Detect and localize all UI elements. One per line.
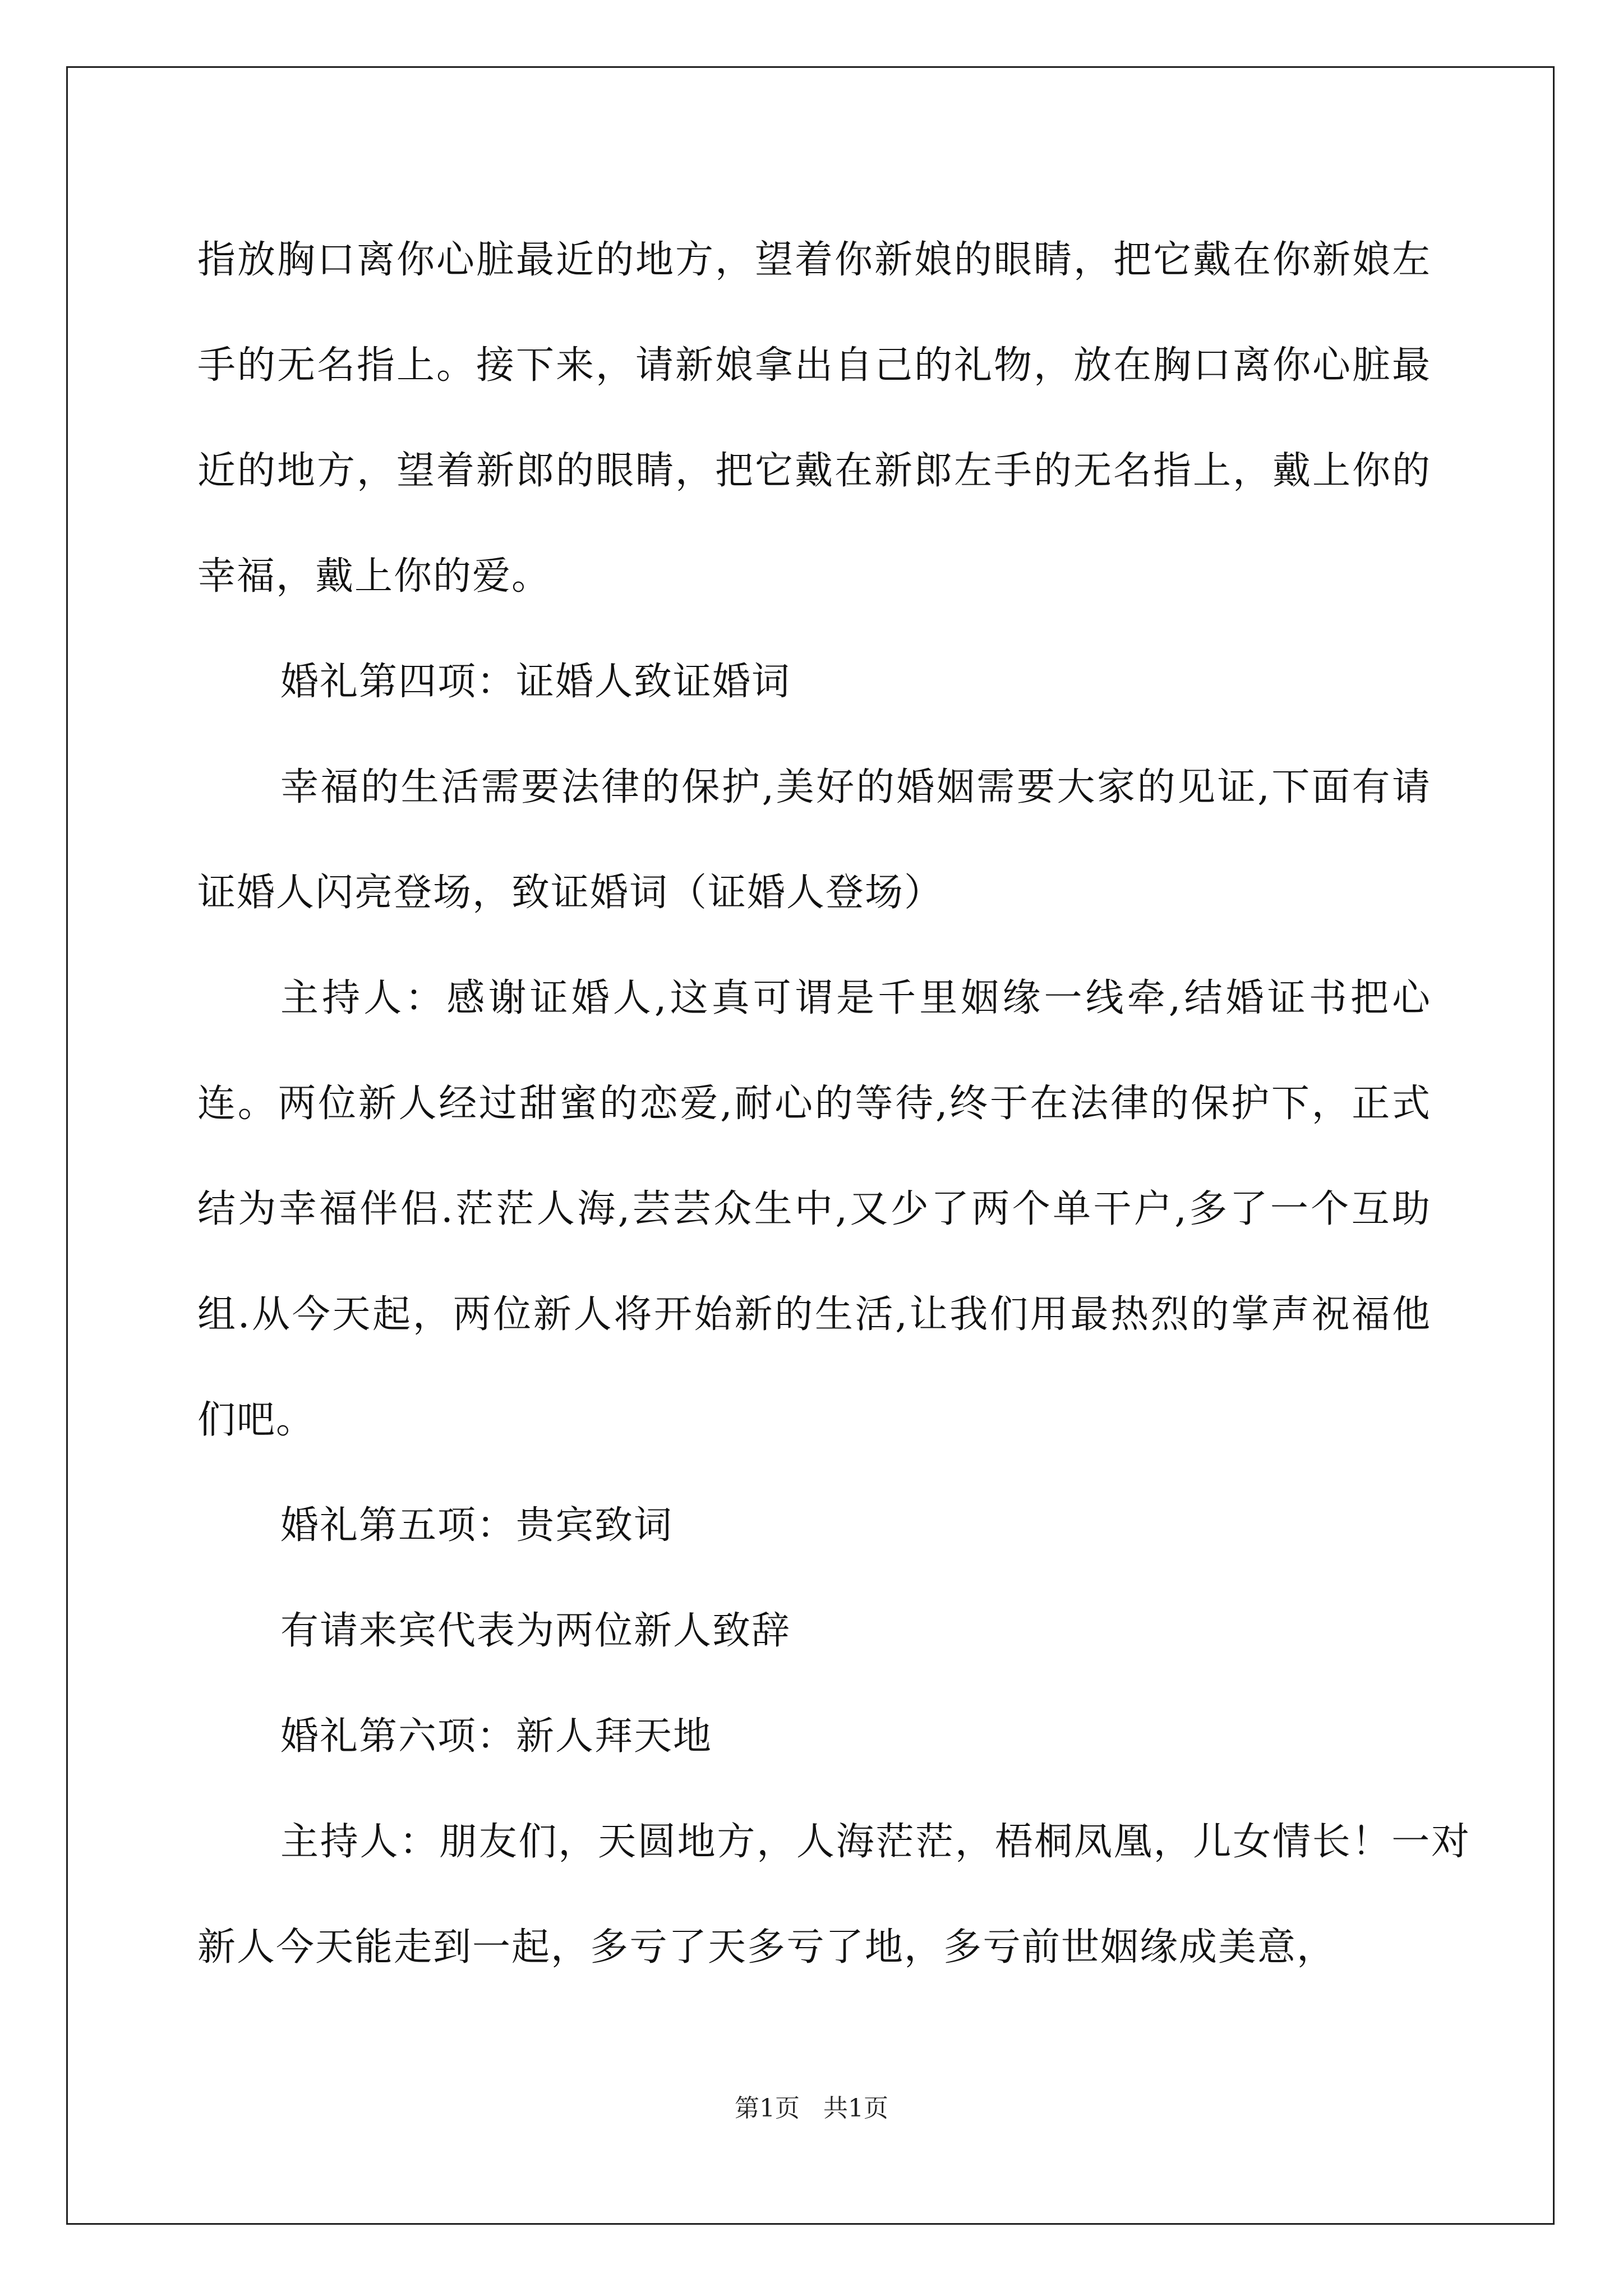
- document-body: [197, 208, 1470, 2000]
- page-number: 第1页: [735, 2094, 800, 2123]
- paragraph-host-thanks: 主持人：感谢证婚人,这真可谓是千里姻缘一线牵,结婚证书把心连。两位新人经过甜蜜的恋爱,耐心的等待,终于在法律的保护下，正式结为幸福伴侣.茫茫人海,芸芸众生中,又少了两个单干户,多了一个互助组.从今天起，两位新人将开始新的生活,让我们用最热烈的掌声祝福他们吧。: [197, 976, 1431, 1442]
- heading-item-four: 婚礼第四项：证婚人致证婚词: [280, 660, 791, 704]
- paragraph-witness-intro: 幸福的生活需要法律的保护,美好的婚姻需要大家的见证,下面有请证婚人闪亮登场，致证婚词（证婚人登场）: [197, 765, 1431, 915]
- paragraph-host-blessing: 主持人：朋友们，天圆地方，人海茫茫，梧桐凤凰，儿女情长！一对新人今天能走到一起，多亏了天多亏了地，多亏前世姻缘成美意，: [197, 1820, 1470, 1970]
- heading-item-five: 婚礼第五项：贵宾致词: [280, 1503, 674, 1548]
- paragraph-guest-speech: 有请来宾代表为两位新人致辞: [280, 1609, 791, 1653]
- paragraph-ring-exchange: 指放胸口离你心脏最近的地方，望着你新娘的眼睛，把它戴在你新娘左手的无名指上。接下来，请新娘拿出自己的礼物，放在胸口离你心脏最近的地方，望着新郎的眼睛，把它戴在新郎左手的无名指上，戴上你的幸福，戴上你的爱。: [197, 238, 1431, 599]
- page-footer: [0, 2088, 1623, 2124]
- page-total: 共1页: [823, 2094, 888, 2123]
- heading-item-six: 婚礼第六项：新人拜天地: [280, 1714, 713, 1759]
